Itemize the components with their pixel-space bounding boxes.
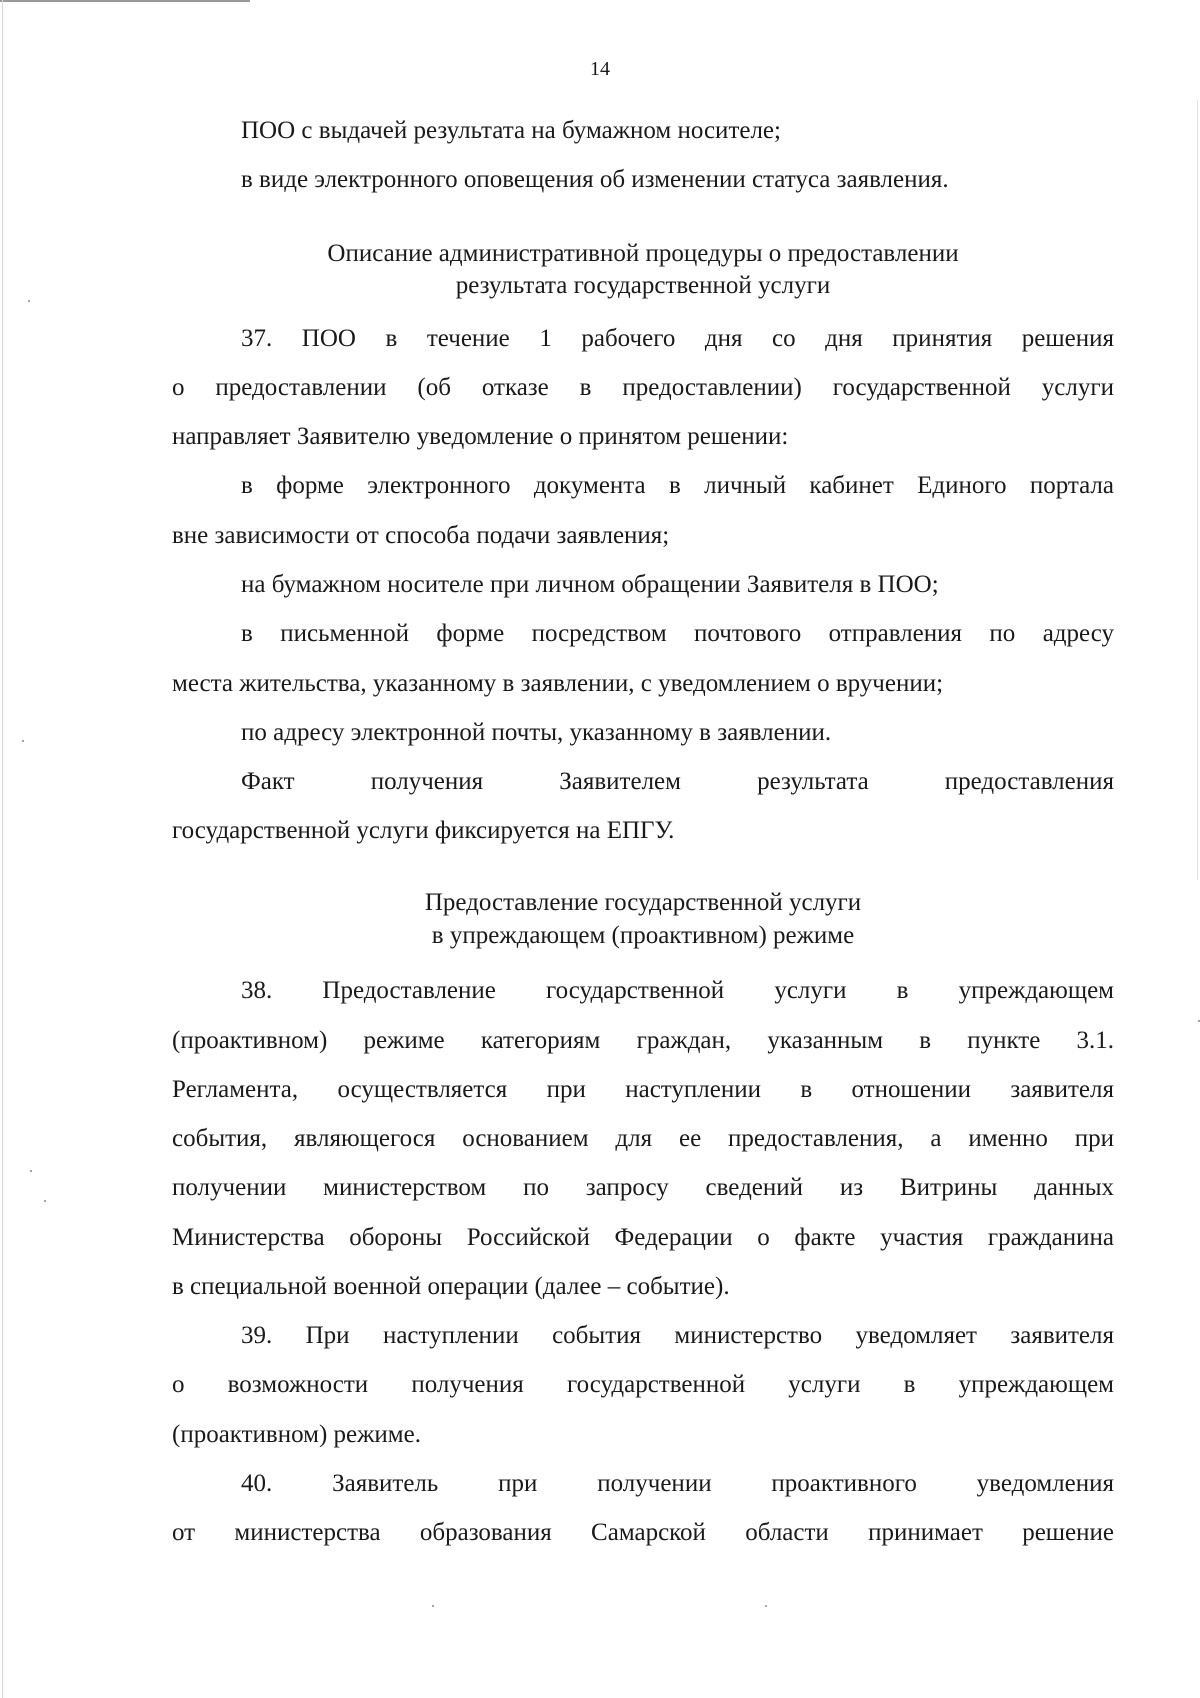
- text-line: в письменной форме посредством почтового отправления по адресу: [241, 620, 1114, 647]
- section-heading: результата государственной услуги: [455, 272, 831, 299]
- page-edge-right: [1197, 100, 1198, 880]
- text-line: места жительства, указанному в заявлении, с уведомлением о вручении;: [172, 670, 944, 697]
- text-line: на бумажном носителе при личном обращении Заявителя в ПОО;: [241, 571, 939, 598]
- scan-speck: [44, 1200, 46, 1202]
- scan-artifact-line: [0, 0, 250, 2]
- text-line: от министерства образования Самарской области принимает решение: [172, 1519, 1114, 1546]
- text-line: в форме электронного документа в личный кабинет Единого портала: [241, 472, 1114, 499]
- scan-speck: [22, 740, 24, 742]
- text-line: 37. ПОО в течение 1 рабочего дня со дня принятия решения: [241, 325, 1114, 352]
- text-line: в виде электронного оповещения об изменении статуса заявления.: [241, 166, 949, 193]
- text-line: в специальной военной операции (далее – событие).: [172, 1273, 730, 1300]
- scan-speck: [432, 1605, 434, 1607]
- page-edge-left: [2, 0, 3, 1698]
- text-line: государственной услуги фиксируется на ЕПГУ.: [172, 817, 675, 844]
- text-line: события, являющегося основанием для ее предоставления, а именно при: [172, 1125, 1114, 1152]
- section-heading: в упреждающем (проактивном) режиме: [431, 922, 855, 949]
- scan-speck: [30, 1170, 32, 1172]
- section-heading: Описание административной процедуры о предоставлении: [327, 240, 959, 267]
- page-number: 14: [590, 58, 610, 80]
- text-line: 39. При наступлении события министерство уведомляет заявителя: [241, 1322, 1114, 1349]
- scan-speck: [765, 1605, 767, 1607]
- text-line: Регламента, осуществляется при наступлении в отношении заявителя: [172, 1076, 1114, 1103]
- text-line: о предоставлении (об отказе в предоставлении) государственной услуги: [172, 374, 1114, 401]
- text-line: 40. Заявитель при получении проактивного уведомления: [241, 1470, 1114, 1497]
- text-line: по адресу электронной почты, указанному в заявлении.: [241, 719, 832, 746]
- text-line: Министерства обороны Российской Федерации о факте участия гражданина: [172, 1224, 1114, 1251]
- text-line: ПОО с выдачей результата на бумажном носителе;: [241, 117, 781, 144]
- text-line: о возможности получения государственной услуги в упреждающем: [172, 1371, 1114, 1398]
- text-line: направляет Заявителю уведомление о принятом решении:: [172, 423, 789, 450]
- text-line: (проактивном) режиме категориям граждан, указанным в пункте 3.1.: [172, 1027, 1114, 1054]
- text-line: Факт получения Заявителем результата предоставления: [241, 768, 1114, 795]
- section-heading: Предоставление государственной услуги: [424, 889, 862, 916]
- text-line: получении министерством по запросу сведений из Витрины данных: [172, 1174, 1114, 1201]
- text-line: вне зависимости от способа подачи заявления;: [172, 522, 670, 549]
- text-line: (проактивном) режиме.: [172, 1421, 421, 1448]
- scan-speck: [28, 300, 30, 302]
- text-line: 38. Предоставление государственной услуги в упреждающем: [241, 977, 1114, 1004]
